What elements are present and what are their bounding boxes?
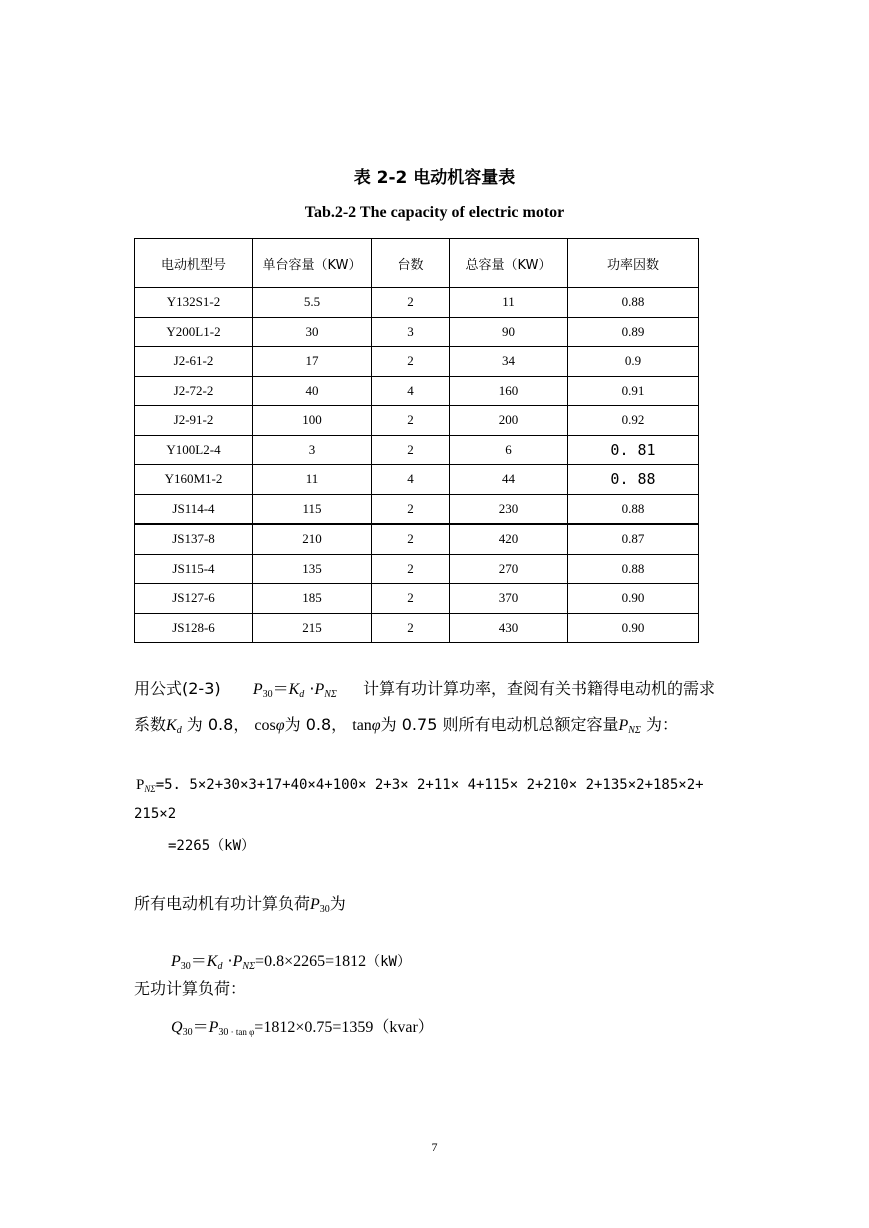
- cell-quantity: 3: [372, 317, 450, 347]
- cell-quantity: 2: [372, 554, 450, 584]
- cell-quantity: 2: [372, 288, 450, 318]
- cell-total-capacity: 270: [450, 554, 568, 584]
- table-row: [135, 376, 699, 406]
- symbol-pn: P: [314, 681, 325, 698]
- cell-unit-capacity: 17: [253, 347, 372, 377]
- cell-quantity: 4: [372, 465, 450, 495]
- reactive-load-label: 无功计算负荷：: [134, 979, 247, 998]
- symbol-p: P: [171, 953, 181, 970]
- sum-line-2: 215×2: [134, 806, 177, 822]
- cell-total-capacity: 420: [450, 524, 568, 554]
- cell-model: JS115-4: [135, 554, 253, 584]
- cell-power-factor: 0.88: [568, 288, 699, 318]
- cell-quantity: 2: [372, 347, 450, 377]
- symbol-k: K: [206, 953, 218, 970]
- table-row: [135, 524, 699, 554]
- cell-model: J2-61-2: [135, 347, 253, 377]
- cell-model: Y100L2-4: [135, 435, 253, 465]
- table-row: [135, 494, 699, 524]
- subscript-n-sigma: NΣ: [324, 689, 337, 700]
- cell-quantity: 2: [372, 435, 450, 465]
- cell-unit-capacity: 40: [253, 376, 372, 406]
- symbol-k: K: [288, 681, 300, 698]
- cell-quantity: 2: [372, 584, 450, 614]
- cell-model: Y132S1-2: [135, 288, 253, 318]
- table-row: [135, 347, 699, 377]
- table-row: [135, 317, 699, 347]
- paragraph-text: 为 0.8，: [284, 715, 348, 734]
- sum-result: =2265（kW）: [168, 838, 256, 854]
- cell-model: JS127-6: [135, 584, 253, 614]
- cell-power-factor: 0.9: [568, 347, 699, 377]
- cell-model: J2-72-2: [135, 376, 253, 406]
- subscript-n-sigma: NΣ: [144, 784, 156, 794]
- table-row: [135, 554, 699, 584]
- cell-unit-capacity: 215: [253, 613, 372, 643]
- formula-paragraph-line-2: [134, 712, 678, 736]
- header-unit-capacity: 单台容量（KW）: [253, 239, 372, 288]
- cell-unit-capacity: 135: [253, 554, 372, 584]
- table-row: [135, 406, 699, 436]
- symbol-p: P: [208, 1019, 219, 1036]
- equals-sign: ＝: [192, 1017, 209, 1036]
- cell-quantity: 2: [372, 494, 450, 524]
- cell-power-factor: 0. 81: [568, 435, 699, 465]
- header-total-capacity: 总容量（KW）: [450, 239, 568, 288]
- equation-value: =1812×0.75=1359（kvar）: [254, 1019, 434, 1036]
- formula-paragraph-line-1: [134, 676, 715, 700]
- subscript-30: 30: [262, 689, 273, 700]
- table-row: [135, 613, 699, 643]
- table-row: [135, 288, 699, 318]
- cell-total-capacity: 160: [450, 376, 568, 406]
- cell-power-factor: 0.87: [568, 524, 699, 554]
- tan-phi-subscript: · tan φ: [228, 1027, 255, 1037]
- header-power-factor: 功率因数: [568, 239, 699, 288]
- symbol-p: P: [136, 777, 145, 793]
- cell-quantity: 2: [372, 613, 450, 643]
- equals-sign: ＝: [272, 679, 289, 698]
- subscript-30: 30: [319, 904, 330, 915]
- paragraph-text: 为: [329, 894, 346, 913]
- paragraph-text: 系数: [134, 715, 167, 734]
- tan-function: tan: [352, 717, 372, 734]
- page-number: 7: [431, 1140, 438, 1154]
- reactive-load-equation: [171, 1014, 434, 1038]
- cell-power-factor: 0.88: [568, 494, 699, 524]
- cell-power-factor: 0.90: [568, 584, 699, 614]
- cell-quantity: 2: [372, 406, 450, 436]
- paragraph-text: 为 0.75 则所有电动机总额定容量: [380, 715, 619, 734]
- multiply-dot: ·: [222, 951, 233, 970]
- cell-total-capacity: 230: [450, 494, 568, 524]
- symbol-p: P: [310, 896, 320, 913]
- cell-total-capacity: 11: [450, 288, 568, 318]
- paragraph-text: 计算有功计算功率，查阅有关书籍得电动机的需求: [363, 679, 716, 698]
- symbol-q: Q: [171, 1019, 183, 1036]
- cell-unit-capacity: 185: [253, 584, 372, 614]
- symbol-phi: φ: [275, 717, 285, 734]
- unit-kw: （kW）: [366, 954, 411, 970]
- cell-unit-capacity: 5.5: [253, 288, 372, 318]
- cell-total-capacity: 90: [450, 317, 568, 347]
- symbol-p: P: [618, 717, 629, 734]
- cell-total-capacity: 34: [450, 347, 568, 377]
- motor-capacity-table: [134, 238, 699, 643]
- table-row: [135, 584, 699, 614]
- formula-reference: 用公式(2-3): [134, 679, 221, 698]
- subscript-30: 30: [182, 1027, 193, 1038]
- header-motor-model: 电动机型号: [135, 239, 253, 288]
- symbol-phi: φ: [371, 717, 381, 734]
- equation-value: =0.8×2265=1812: [255, 953, 367, 970]
- cell-power-factor: 0.91: [568, 376, 699, 406]
- table-row: [135, 435, 699, 465]
- subscript-d: d: [217, 961, 223, 972]
- symbol-p: P: [252, 681, 263, 698]
- table-row: [135, 465, 699, 495]
- cos-function: cos: [254, 717, 276, 734]
- cell-unit-capacity: 3: [253, 435, 372, 465]
- active-load-paragraph: [134, 891, 346, 915]
- cell-power-factor: 0.89: [568, 317, 699, 347]
- paragraph-text: 所有电动机有功计算负荷: [134, 894, 311, 913]
- table-caption-english: Tab.2-2 The capacity of electric motor: [304, 204, 565, 221]
- cell-model: JS137-8: [135, 524, 253, 554]
- cell-model: Y200L1-2: [135, 317, 253, 347]
- symbol-pn: P: [232, 953, 243, 970]
- cell-model: J2-91-2: [135, 406, 253, 436]
- sum-line-1: [136, 777, 704, 794]
- cell-unit-capacity: 30: [253, 317, 372, 347]
- cell-model: Y160M1-2: [135, 465, 253, 495]
- subscript-30: 30: [218, 1027, 229, 1038]
- cell-model: JS114-4: [135, 494, 253, 524]
- subscript-n-sigma: NΣ: [628, 725, 641, 736]
- active-load-equation: [171, 948, 411, 972]
- subscript-n-sigma: NΣ: [242, 961, 256, 972]
- cell-power-factor: 0. 88: [568, 465, 699, 495]
- table-caption-chinese: 表 2-2 电动机容量表: [353, 168, 516, 188]
- cell-model: JS128-6: [135, 613, 253, 643]
- cell-quantity: 4: [372, 376, 450, 406]
- equals-sign: ＝: [190, 951, 207, 970]
- cell-total-capacity: 370: [450, 584, 568, 614]
- subscript-30: 30: [180, 961, 191, 972]
- table-header-row: [135, 239, 699, 288]
- cell-quantity: 2: [372, 524, 450, 554]
- cell-total-capacity: 6: [450, 435, 568, 465]
- cell-power-factor: 0.92: [568, 406, 699, 436]
- paragraph-text: 为 0.8，: [186, 715, 250, 734]
- cell-unit-capacity: 100: [253, 406, 372, 436]
- subscript-d: d: [299, 689, 305, 700]
- symbol-k: K: [166, 717, 177, 734]
- cell-power-factor: 0.88: [568, 554, 699, 584]
- cell-unit-capacity: 210: [253, 524, 372, 554]
- cell-total-capacity: 44: [450, 465, 568, 495]
- paragraph-text: 为：: [645, 715, 678, 734]
- cell-unit-capacity: 11: [253, 465, 372, 495]
- cell-unit-capacity: 115: [253, 494, 372, 524]
- subscript-d: d: [176, 725, 182, 736]
- multiply-dot: ·: [304, 679, 315, 698]
- cell-power-factor: 0.90: [568, 613, 699, 643]
- cell-total-capacity: 200: [450, 406, 568, 436]
- cell-total-capacity: 430: [450, 613, 568, 643]
- sum-expression: =5. 5×2+30×3+17+40×4+100× 2+3× 2+11× 4+115× 2+210× 2+135×2+185×2+: [155, 777, 704, 793]
- header-quantity: 台数: [372, 239, 450, 288]
